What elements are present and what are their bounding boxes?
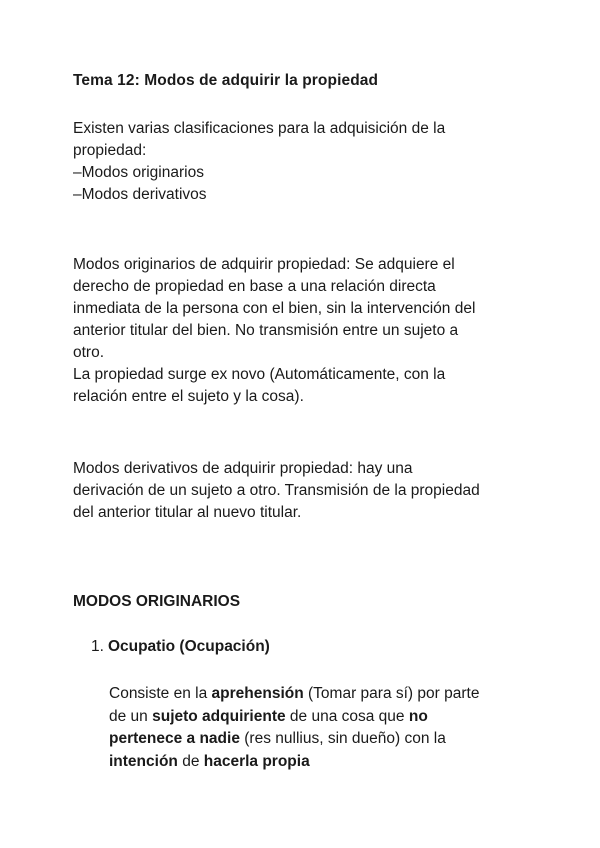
text-run: de	[177, 752, 204, 770]
document-title: Tema 12: Modos de adquirir la propiedad	[73, 72, 379, 89]
intro-line: propiedad:	[73, 142, 147, 159]
intro-line: Existen varias clasificaciones para la adquisición de la	[73, 120, 446, 137]
text-run: Consiste en la	[109, 685, 212, 702]
text-run: de una cosa que	[285, 707, 409, 725]
derivativos-line: derivación de un sujeto a otro. Transmisión de la propiedad	[73, 482, 480, 499]
originarios-line: derecho de propiedad en base a una relación directa	[73, 278, 436, 295]
intro-list-item: –Modos originarios	[73, 164, 204, 181]
bold-term: no	[408, 707, 428, 725]
originarios-line: relación entre el sujeto y la cosa).	[73, 388, 304, 405]
intro-list-item: –Modos derivativos	[73, 186, 207, 203]
bold-term: hacerla propia	[203, 752, 310, 770]
originarios-line: otro.	[73, 344, 105, 361]
description-line	[109, 751, 549, 774]
list-item-label: Ocupatio (Ocupación)	[107, 638, 270, 655]
description-line	[109, 728, 549, 751]
originarios-line: anterior titular del bien. No transmisión entre un sujeto a	[73, 322, 459, 339]
ocupatio-description	[109, 683, 549, 773]
list-item-ocupatio	[91, 638, 270, 656]
originarios-line: inmediata de la persona con el bien, sin la intervención del	[73, 300, 476, 317]
bold-term: intención	[109, 752, 178, 770]
description-line	[109, 683, 549, 706]
derivativos-definition	[73, 458, 543, 524]
originarios-line: Modos originarios de adquirir propiedad: Se adquiere el	[73, 256, 455, 273]
bold-term: sujeto adquiriente	[152, 707, 286, 725]
bold-term: pertenece a nadie	[109, 730, 240, 747]
derivativos-line: del anterior titular al nuevo titular.	[73, 504, 302, 521]
bold-term: aprehensión	[211, 685, 304, 702]
text-run: (Tomar para sí) por parte	[303, 685, 480, 702]
originarios-definition	[73, 254, 543, 408]
section-heading: MODOS ORIGINARIOS	[73, 593, 241, 610]
derivativos-line: Modos derivativos de adquirir propiedad: hay una	[73, 460, 413, 477]
description-line	[109, 706, 549, 729]
list-number: 1.	[91, 638, 104, 655]
intro-paragraph	[73, 118, 543, 206]
text-run: (res nullius, sin dueño) con la	[239, 730, 446, 747]
originarios-line: La propiedad surge ex novo (Automáticamente, con la	[73, 366, 446, 383]
text-run: de un	[109, 707, 153, 725]
